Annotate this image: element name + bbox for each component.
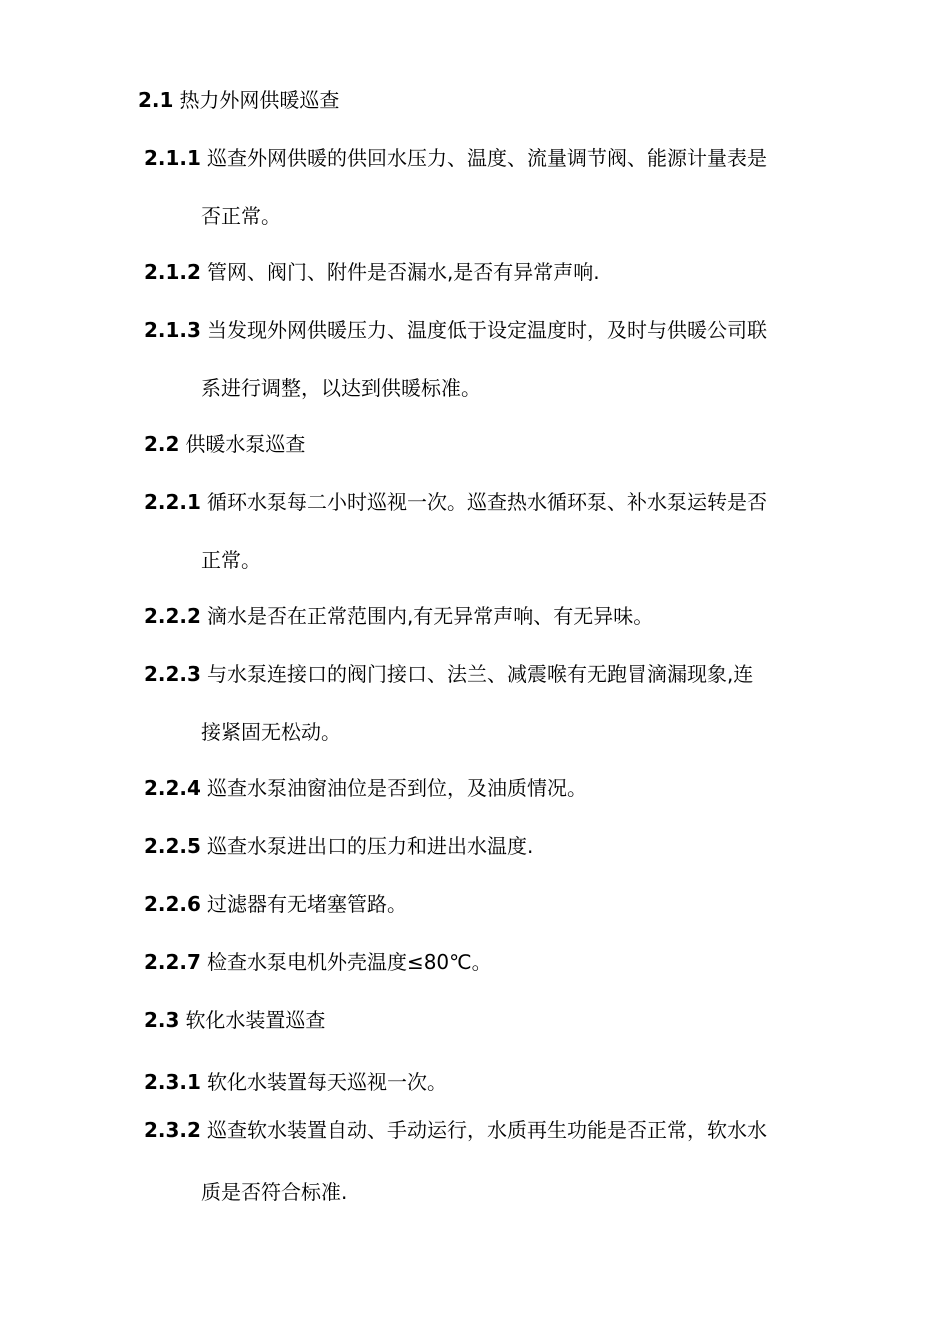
list-item xyxy=(144,146,767,170)
section-number: 2.2 xyxy=(144,432,180,456)
item-text: 巡查水泵进出口的压力和进出水温度. xyxy=(206,834,534,858)
list-item xyxy=(144,776,587,800)
section-title: 热力外网供暖巡查 xyxy=(179,88,340,112)
list-item xyxy=(144,892,407,916)
item-number: 2.1.1 xyxy=(144,146,201,170)
item-number: 2.2.1 xyxy=(144,490,201,514)
section-title: 软化水装置巡查 xyxy=(185,1008,326,1032)
item-text: 循环水泵每二小时巡视一次。巡查热水循环泵、补水泵运转是否 xyxy=(206,490,767,514)
item-number: 2.1.2 xyxy=(144,260,201,284)
item-text: 检查水泵电机外壳温度≤80℃。 xyxy=(206,950,492,974)
list-item xyxy=(144,834,533,858)
item-number: 2.2.7 xyxy=(144,950,201,974)
item-continuation: 质是否符合标准. xyxy=(201,1180,348,1204)
section-heading xyxy=(138,88,339,112)
item-number: 2.2.3 xyxy=(144,662,201,686)
item-text: 与水泵连接口的阀门接口、法兰、减震喉有无跑冒滴漏现象,连 xyxy=(206,662,754,686)
item-number: 2.1.3 xyxy=(144,318,201,342)
item-text: 滴水是否在正常范围内,有无异常声响、有无异味。 xyxy=(206,604,654,628)
item-text: 巡查软水装置自动、手动运行，水质再生功能是否正常，软水水 xyxy=(206,1118,767,1142)
list-item xyxy=(144,1070,447,1094)
item-number: 2.2.4 xyxy=(144,776,201,800)
list-item xyxy=(144,662,753,686)
item-number: 2.2.2 xyxy=(144,604,201,628)
item-continuation: 正常。 xyxy=(201,548,261,572)
item-text: 巡查水泵油窗油位是否到位，及油质情况。 xyxy=(206,776,587,800)
section-heading xyxy=(144,1008,325,1032)
item-continuation: 否正常。 xyxy=(201,204,281,228)
list-item xyxy=(144,1118,767,1142)
list-item xyxy=(144,318,767,342)
item-number: 2.3.1 xyxy=(144,1070,201,1094)
item-text: 过滤器有无堵塞管路。 xyxy=(206,892,407,916)
section-heading xyxy=(144,432,305,456)
item-number: 2.2.5 xyxy=(144,834,201,858)
section-number: 2.3 xyxy=(144,1008,180,1032)
list-item xyxy=(144,950,492,974)
section-number: 2.1 xyxy=(138,88,174,112)
item-text: 管网、阀门、附件是否漏水,是否有异常声响. xyxy=(206,260,600,284)
list-item xyxy=(144,604,653,628)
item-number: 2.3.2 xyxy=(144,1118,201,1142)
item-continuation: 接紧固无松动。 xyxy=(201,720,341,744)
item-text: 巡查外网供暖的供回水压力、温度、流量调节阀、能源计量表是 xyxy=(206,146,767,170)
item-text: 当发现外网供暖压力、温度低于设定温度时，及时与供暖公司联 xyxy=(206,318,767,342)
section-title: 供暖水泵巡查 xyxy=(185,432,306,456)
list-item xyxy=(144,490,767,514)
item-continuation: 系进行调整，以达到供暖标准。 xyxy=(201,376,481,400)
item-number: 2.2.6 xyxy=(144,892,201,916)
list-item xyxy=(144,260,600,284)
item-text: 软化水装置每天巡视一次。 xyxy=(206,1070,447,1094)
